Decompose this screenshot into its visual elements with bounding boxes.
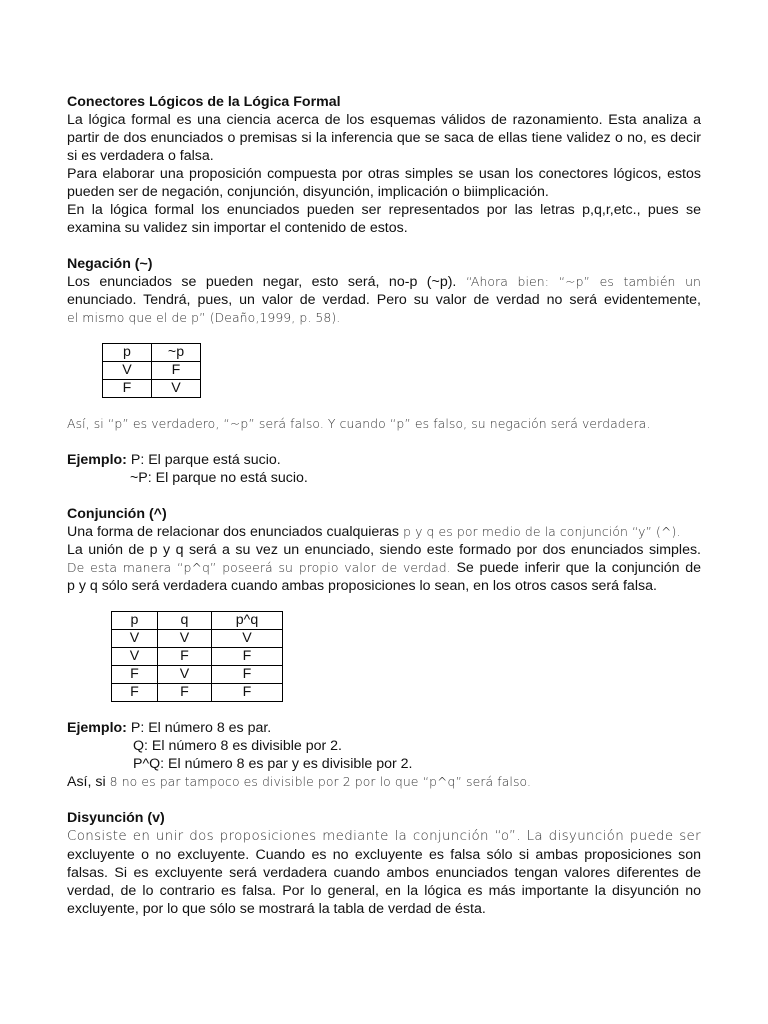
- negacion-conclusion: [67, 415, 701, 433]
- table-header: q: [158, 612, 212, 630]
- conjuncion-conclusion-a: Así, si: [67, 774, 106, 790]
- table-cell: F: [103, 380, 152, 398]
- conjuncion-example: [67, 719, 701, 737]
- conjuncion-heading: Conjunción (^): [67, 506, 167, 522]
- example-line: P: El número 8 es par.: [130, 720, 272, 736]
- table-row: [112, 666, 283, 684]
- negacion-example-line-2: ~P: El parque no está sucio.: [130, 470, 308, 486]
- conjuncion-line-1: [67, 523, 701, 541]
- disyuncion-paragraph: excluyente o no excluyente. Cuando es no excluyente es falsa sólo si ambas proposiciones son falsas. Si es excluyente será verdadera cuando ambos enunciados tengan valores diferentes de verdad, de lo contrario es falsa. Por lo general, en la lógica es más importante la disyunción no excluyente, por lo que sólo se mostrará la tabla de verdad de ésta.: [67, 847, 701, 917]
- negacion-line-1: [67, 273, 701, 291]
- table-header: p^q: [212, 612, 283, 630]
- conjuncion-text-b: p y q es por medio de la conjunción “y” (^).: [399, 524, 681, 539]
- disyuncion-line-1: [67, 827, 701, 846]
- disyuncion-text-a: Consiste en unir dos proposiciones mediante la conjunción “o”. La disyunción puede ser: [67, 829, 701, 844]
- table-row: [103, 380, 201, 398]
- table-header: p: [103, 344, 152, 362]
- conjuncion-conclusion-b: 8 no es par tampoco es divisible por 2 por lo que “p^q” será falso.: [105, 774, 532, 789]
- table-cell: F: [112, 684, 158, 702]
- intro-paragraph-2: Para elaborar una proposición compuesta por otras simples se usan los conectores lógicos, estos pueden ser de negación, conjunción, disyunción, implicación o biimplicación.: [67, 166, 701, 200]
- intro-paragraph-3: En la lógica formal los enunciados pueden ser representados por las letras p,q,r,etc., pues se examina su validez sin importar el contenido de estos.: [67, 202, 701, 236]
- negacion-truth-table: [102, 343, 201, 398]
- conjuncion-example-line-2: Q: El número 8 es divisible por 2.: [133, 738, 342, 754]
- conjuncion-conclusion: [67, 773, 701, 791]
- table-row: [112, 630, 283, 648]
- negacion-text-a: Los enunciados se pueden negar, esto será, no-p (~p).: [67, 274, 457, 290]
- table-cell: F: [212, 648, 283, 666]
- conjuncion-line-3: [67, 559, 701, 577]
- negacion-example: [67, 451, 701, 469]
- negacion-quote-a: “Ahora bien: “~p” es también un: [456, 274, 701, 289]
- conjuncion-text-a: Una forma de relacionar dos enunciados cualquieras: [67, 524, 400, 540]
- table-cell: F: [152, 362, 201, 380]
- negacion-line-2: enunciado. Tendrá, pues, un valor de verdad. Pero su valor de verdad no será evidentemente,: [67, 292, 701, 308]
- negacion-conclusion-text: Así, si “p” es verdadero, “~p” será falso. Y cuando “p” es falso, su negación será verdadera.: [67, 416, 651, 431]
- negacion-citation: el mismo que el de p” (Deaño,1999, p. 58).: [67, 310, 341, 325]
- table-row: [112, 648, 283, 666]
- disyuncion-heading: Disyunción (v): [67, 810, 165, 826]
- table-cell: V: [158, 630, 212, 648]
- intro-paragraph-1: La lógica formal es una ciencia acerca de los esquemas válidos de razonamiento. Esta analiza a partir de dos enunciados o premisas si la inferencia que se saca de ellas tiene validez o no, es decir si es verdadera o falsa.: [67, 112, 701, 164]
- conjuncion-text-c: De esta manera “p^q” poseerá su propio valor de verdad.: [67, 560, 451, 575]
- document-page: [67, 93, 701, 918]
- table-cell: F: [212, 684, 283, 702]
- table-cell: V: [103, 362, 152, 380]
- table-cell: V: [212, 630, 283, 648]
- conjuncion-line-2: La unión de p y q será a su vez un enunciado, siendo este formado por dos enunciados simples.: [67, 542, 701, 558]
- table-cell: V: [152, 380, 201, 398]
- table-cell: F: [112, 666, 158, 684]
- example-line: P: El parque está sucio.: [130, 452, 281, 468]
- table-cell: V: [112, 648, 158, 666]
- table-cell: F: [212, 666, 283, 684]
- table-row: [103, 362, 201, 380]
- conjuncion-truth-table: [111, 611, 283, 702]
- document-title: Conectores Lógicos de la Lógica Formal: [67, 94, 341, 110]
- table-cell: V: [158, 666, 212, 684]
- table-cell: F: [158, 648, 212, 666]
- table-header: ~p: [152, 344, 201, 362]
- conjuncion-text-d: Se puede inferir que la conjunción de: [450, 560, 702, 576]
- table-cell: V: [112, 630, 158, 648]
- conjuncion-line-4: p y q sólo será verdadera cuando ambas proposiciones lo sean, en los otros casos será falsa.: [67, 578, 657, 594]
- table-header: p: [112, 612, 158, 630]
- conjuncion-example-line-3: P^Q: El número 8 es par y es divisible por 2.: [133, 756, 413, 772]
- negacion-line-3: [67, 309, 701, 327]
- example-label: Ejemplo:: [67, 720, 127, 736]
- table-row: [112, 684, 283, 702]
- negacion-heading: Negación (~): [67, 256, 153, 272]
- table-cell: F: [158, 684, 212, 702]
- example-label: Ejemplo:: [67, 452, 127, 468]
